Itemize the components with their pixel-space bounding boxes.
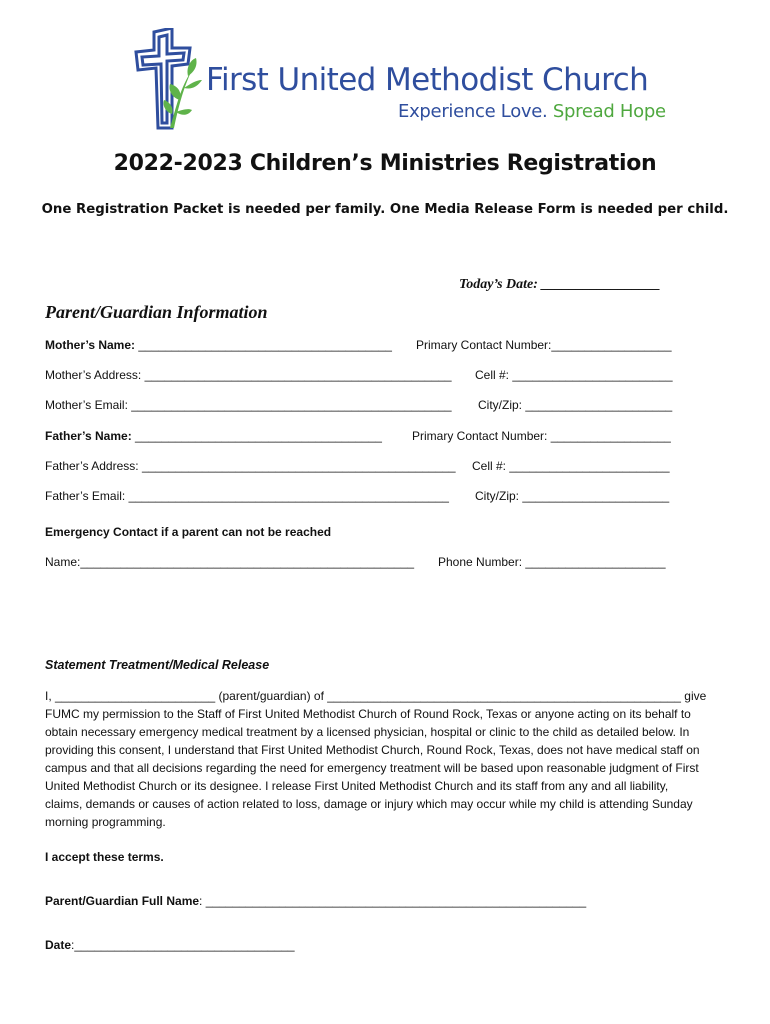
medical-line: claims, demands or causes of action related to loss, damage or injury which may occur while my child is attending Sunday bbox=[45, 797, 693, 811]
accept-terms: I accept these terms. bbox=[45, 850, 164, 864]
father-email-field[interactable]: Father’s Email: ________________________________________________ bbox=[45, 489, 449, 503]
father-name-row bbox=[45, 429, 382, 443]
mother-cityzip-field[interactable]: City/Zip: ______________________ bbox=[478, 398, 673, 412]
tagline-part2: Spread Hope bbox=[547, 101, 666, 122]
medical-line: morning programming. bbox=[45, 815, 166, 829]
mother-name-row bbox=[45, 338, 392, 352]
page-subtitle: One Registration Packet is needed per family. One Media Release Form is needed per child. bbox=[41, 202, 729, 217]
father-cityzip-field[interactable]: City/Zip: ______________________ bbox=[475, 489, 670, 503]
emergency-name-field[interactable]: Name:__________________________________________________ bbox=[45, 555, 415, 569]
mother-email-field[interactable]: Mother’s Email: ________________________________________________ bbox=[45, 398, 452, 412]
tagline-part1: Experience Love. bbox=[398, 101, 548, 122]
father-cell-field[interactable]: Cell #: ________________________ bbox=[472, 459, 670, 473]
guardian-name-label: Parent/Guardian Full Name bbox=[45, 894, 200, 908]
medical-line: FUMC my permission to the Staff of First United Methodist Church of Round Rock, Texas or anyone acting on its behalf to bbox=[45, 707, 691, 721]
todays-date-field[interactable]: Today’s Date: _________________ bbox=[459, 277, 661, 292]
medical-line: I, ________________________ (parent/guardian) of _____________________________________________________ give bbox=[45, 689, 707, 703]
date-row bbox=[45, 938, 295, 952]
guardian-name-field[interactable]: : _________________________________________________________ bbox=[199, 894, 587, 908]
father-address-field[interactable]: Father’s Address: _______________________________________________ bbox=[45, 459, 456, 473]
emergency-heading: Emergency Contact if a parent can not be reached bbox=[45, 525, 332, 539]
org-name: First United Methodist Church bbox=[206, 62, 649, 98]
mother-cell-field[interactable]: Cell #: ________________________ bbox=[475, 368, 673, 382]
medical-heading: Statement Treatment/Medical Release bbox=[45, 658, 270, 672]
emergency-phone-field[interactable]: Phone Number: _____________________ bbox=[438, 555, 666, 569]
date-label: Date bbox=[45, 938, 72, 952]
date-field[interactable]: :_________________________________ bbox=[71, 938, 295, 952]
medical-line: providing this consent, I understand that First United Methodist Church, Round Rock, Texas, does not have medical staff on bbox=[45, 743, 700, 757]
section-heading-parent: Parent/Guardian Information bbox=[45, 302, 268, 322]
guardian-name-row bbox=[45, 894, 586, 908]
medical-line: campus and that all decisions regarding the need for emergency treatment will be based upon reasonable judgment of First bbox=[45, 761, 699, 775]
medical-line: United Methodist Church or its designee. I release First United Methodist Church and its staff from any and all liability, bbox=[45, 779, 669, 793]
father-name-field[interactable]: _____________________________________ bbox=[135, 429, 382, 443]
tagline bbox=[398, 101, 666, 122]
mother-primary-contact-field[interactable]: Primary Contact Number:__________________ bbox=[416, 338, 672, 352]
medical-release-text bbox=[45, 687, 735, 831]
page-title: 2022-2023 Children’s Ministries Registration bbox=[113, 151, 657, 176]
mother-name-label: Mother’s Name: bbox=[45, 338, 136, 352]
father-name-label: Father’s Name: bbox=[45, 429, 132, 443]
mother-address-field[interactable]: Mother’s Address: ______________________________________________ bbox=[45, 368, 452, 382]
medical-line: obtain necessary emergency medical treatment by a licensed physician, hospital or clinic to the child as detailed below. In bbox=[45, 725, 690, 739]
father-primary-contact-field[interactable]: Primary Contact Number: __________________ bbox=[412, 429, 671, 443]
mother-name-field[interactable]: ______________________________________ bbox=[138, 338, 392, 352]
church-logo-icon bbox=[132, 28, 210, 132]
